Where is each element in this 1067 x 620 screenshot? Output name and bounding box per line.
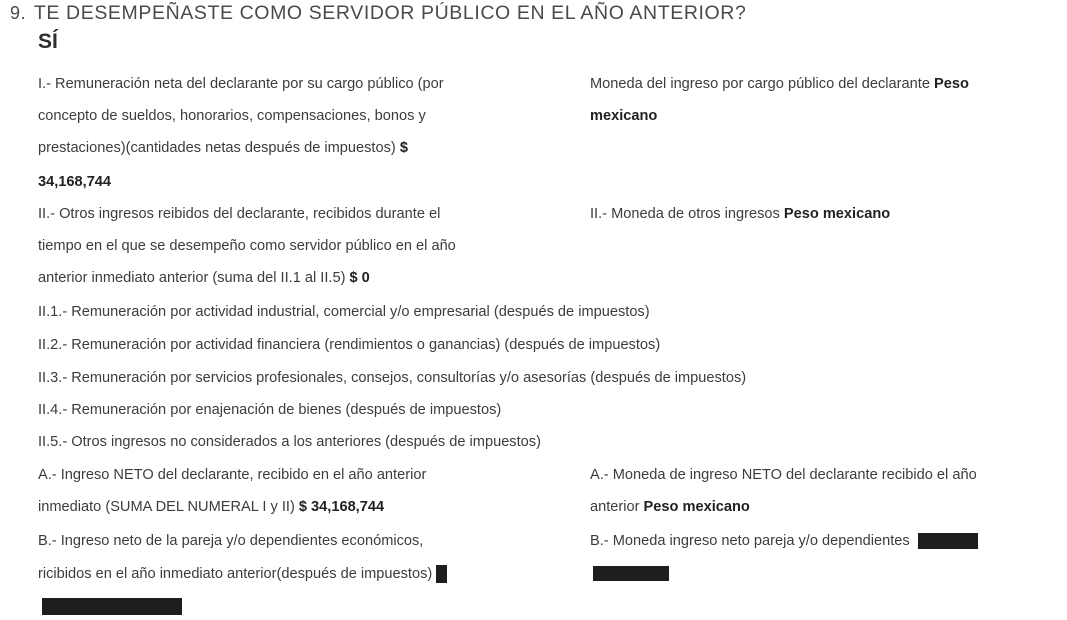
redaction-bar [436, 565, 447, 583]
subitem-ii-2: II.2.- Remuneración por actividad financiera (rendimientos o ganancias) (después de impuestos) [38, 337, 661, 353]
section-b-line-2 [38, 564, 447, 584]
section-ii-line-3 [38, 268, 370, 288]
answer-value: SÍ [38, 30, 58, 53]
section-ii-line-2: tiempo en el que se desempeño como servidor público en el año [38, 238, 456, 254]
section-i-line-3 [38, 138, 408, 158]
section-ii-currency-label: II.- Moneda de otros ingresos [590, 206, 780, 222]
question-heading [10, 2, 746, 25]
section-a-currency-line-2-text: anterior [590, 499, 640, 515]
section-ii-currency-value: Peso mexicano [783, 206, 891, 222]
section-i-line-1: I.- Remuneración neta del declarante por su cargo público (por [38, 76, 444, 92]
section-i-currency-line-1 [590, 74, 969, 94]
section-i-currency-value-1: Peso [934, 76, 969, 92]
redaction-bar [593, 566, 669, 581]
question-number: 9. [10, 3, 27, 23]
section-a-line-2-text: inmediato (SUMA DEL NUMERAL I y II) [38, 499, 295, 515]
section-ii-amount: $ 0 [349, 270, 370, 286]
section-ii-line-1: II.- Otros ingresos reibidos del declarante, recibidos durante el [38, 206, 441, 222]
subitem-ii-5: II.5.- Otros ingresos no considerados a los anteriores (después de impuestos) [38, 434, 541, 450]
section-i-currency-value-2: mexicano [590, 108, 658, 124]
section-a-currency-line-1: A.- Moneda de ingreso NETO del declarante recibido el año [590, 467, 977, 483]
section-i-currency-label: Moneda del ingreso por cargo público del declarante [590, 76, 930, 92]
section-i-amount-value: 34,168,744 [38, 174, 112, 190]
section-a-amount: $ 34,168,744 [298, 499, 385, 515]
section-i-line-3-text: prestaciones)(cantidades netas después de impuestos) [38, 140, 396, 156]
section-a-line-2 [38, 497, 384, 517]
section-i-currency-symbol: $ [399, 140, 408, 156]
redaction-bar [918, 533, 978, 549]
section-i-currency-line-2 [590, 106, 657, 126]
section-b-currency [590, 531, 978, 551]
question-text: TE DESEMPEÑASTE COMO SERVIDOR PÚBLICO EN EL AÑO ANTERIOR? [33, 2, 747, 24]
section-ii-line-3-text: anterior inmediato anterior (suma del II.1 al II.5) [38, 270, 346, 286]
section-i-amount [38, 172, 111, 192]
subitem-ii-3: II.3.- Remuneración por servicios profesionales, consejos, consultorías y/o asesorías (después de impuestos) [38, 370, 747, 386]
subitem-ii-1: II.1.- Remuneración por actividad industrial, comercial y/o empresarial (después de impuestos) [38, 304, 650, 320]
section-b-line-1: B.- Ingreso neto de la pareja y/o dependientes económicos, [38, 533, 424, 549]
section-a-line-1: A.- Ingreso NETO del declarante, recibido en el año anterior [38, 467, 427, 483]
section-b-line-2-text: ricibidos en el año inmediato anterior(después de impuestos) [38, 566, 433, 582]
redaction-bar [42, 598, 182, 615]
section-i-line-2: concepto de sueldos, honorarios, compensaciones, bonos y [38, 108, 426, 124]
section-a-currency-line-2 [590, 497, 750, 517]
section-ii-currency [590, 204, 890, 224]
section-b-currency-label: B.- Moneda ingreso neto pareja y/o dependientes [590, 533, 910, 549]
section-a-currency-value: Peso mexicano [643, 499, 750, 515]
subitem-ii-4: II.4.- Remuneración por enajenación de bienes (después de impuestos) [38, 402, 502, 418]
